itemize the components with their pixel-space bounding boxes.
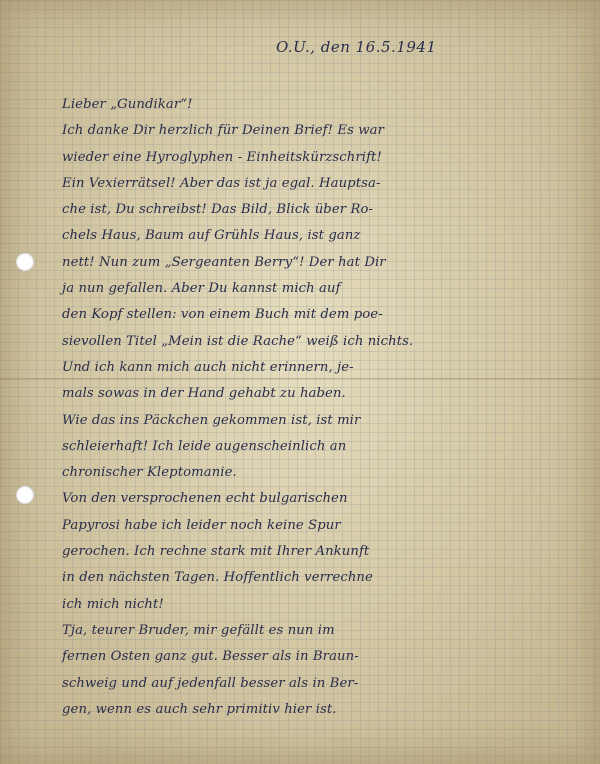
- letter-line: Tja, teurer Bruder, mir gefällt es nun im: [62, 622, 335, 638]
- letter-line: chels Haus, Baum auf Grühls Haus, ist ganz: [62, 228, 361, 244]
- letter-line: den Kopf stellen: von einem Buch mit dem poe-: [62, 307, 383, 323]
- letter-line: che ist, Du schreibst! Das Bild, Blick über Ro-: [62, 202, 374, 218]
- letter-line: schleierhaft! Ich leide augenscheinlich an: [62, 438, 347, 454]
- letter-line: sievollen Titel „Mein ist die Rache“ weiß ich nichts.: [62, 333, 414, 349]
- letter-line: in den nächsten Tagen. Hoffentlich verrechne: [62, 570, 373, 586]
- letter-line: Ich danke Dir herzlich für Deinen Brief! Es war: [62, 123, 384, 139]
- letter-line: Papyrosi habe ich leider noch keine Spur: [62, 517, 341, 533]
- letter-date: O.U., den 16.5.1941: [276, 38, 437, 56]
- letter-line: wieder eine Hyroglyphen - Einheitskürzschrift!: [62, 149, 382, 165]
- letter-line: ich mich nicht!: [62, 596, 164, 612]
- letter-line: chronischer Kleptomanie.: [62, 465, 237, 481]
- letter-line: mals sowas in der Hand gehabt zu haben.: [62, 386, 346, 402]
- letter-line: gen, wenn es auch sehr primitiv hier ist.: [62, 701, 337, 717]
- letter-line: Ein Vexierrätsel! Aber das ist ja egal. Hauptsa-: [62, 175, 381, 191]
- letter-line: Von den versprochenen echt bulgarischen: [62, 491, 348, 507]
- letter-line: Wie das ins Päckchen gekommen ist, ist mir: [62, 412, 361, 428]
- letter-line: fernen Osten ganz gut. Besser als in Braun-: [62, 649, 359, 665]
- letter-salutation: Lieber „Gundikar“!: [62, 97, 193, 112]
- punch-hole-bottom: [16, 486, 34, 504]
- punch-hole-top: [16, 253, 34, 271]
- letter-body: [62, 92, 562, 723]
- letter-line: gerochen. Ich rechne stark mit Ihrer Ankunft: [62, 544, 370, 560]
- letter-line: schweig und auf jedenfall besser als in Ber-: [62, 675, 359, 691]
- letter-line: Und ich kann mich auch nicht erinnern, je-: [62, 359, 354, 375]
- letter-line: nett! Nun zum „Sergeanten Berry“! Der hat Dir: [62, 254, 386, 270]
- letter-line: ja nun gefallen. Aber Du kannst mich auf: [62, 281, 341, 297]
